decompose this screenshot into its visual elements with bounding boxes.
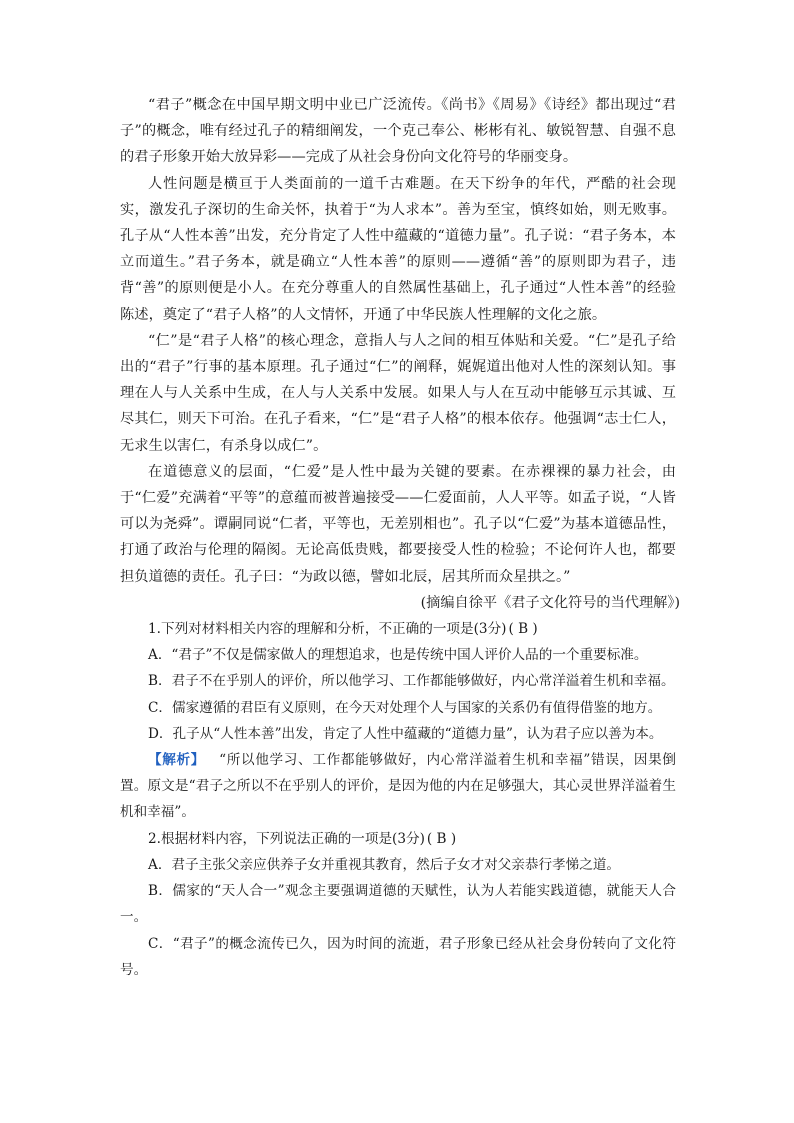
question-2-stem bbox=[120, 826, 676, 852]
analysis-tag: 【解析】 bbox=[148, 752, 206, 769]
question-2-option-b: B．儒家的“天人合一”观念主要强调道德的天赋性，认为人若能实践道德，就能天人合一。 bbox=[120, 883, 676, 926]
question-1-option-d: D．孔子从“人性本善”出发，肯定了人性中蕴藏的“道德力量”，认为君子应以善为本。 bbox=[148, 725, 663, 742]
question-1-stem-text: 1.下列对材料相关内容的理解和分析，不正确的一项是(3分) bbox=[148, 621, 507, 638]
question-1-analysis bbox=[120, 747, 676, 826]
passage-paragraph-4: 在道德意义的层面，“仁爱”是人性中最为关键的要素。在赤裸裸的暴力社会，由于“仁爱”充满着“平等”的意蕴而被普遍接受——仁爱面前，人人平等。如孟子说，“人皆可以为尧舜”。谭嗣同说“仁者，平等也，无差别相也”。孔子以“仁爱”为基本道德品性，打通了政治与伦理的隔阂。无论高低贵贱，都要接受人性的检验；不论何许人也，都要担负道德的责任。孔子曰：“为政以德，譬如北辰，居其所而众星拱之。” bbox=[120, 463, 676, 585]
analysis-text: “所以他学习、工作都能够做好，内心常洋溢着生机和幸福”错误，因果倒置。原文是“君子之所以不在乎别人的评价，是因为他的内在足够强大，其心灵世界洋溢着生机和幸福”。 bbox=[120, 752, 676, 821]
passage-paragraph-1: “君子”概念在中国早期文明中业已广泛流传。《尚书》《周易》《诗经》都出现过“君子”的概念，唯有经过孔子的精细阐发，一个克己奉公、彬彬有礼、敏锐智慧、自强不息的君子形象开始大放异彩——完成了从社会身份向文化符号的华丽变身。 bbox=[120, 97, 676, 166]
passage-attribution: (摘编自徐平《君子文化符号的当代理解》) bbox=[420, 594, 680, 611]
question-2-option-a: A．君子主张父亲应供养子女并重视其教育，然后子女才对父亲恭行孝悌之道。 bbox=[148, 856, 621, 873]
question-1-stem bbox=[120, 616, 676, 642]
question-1-option-a: A．“君子”不仅是儒家做人的理想追求，也是传统中国人评价人品的一个重要标准。 bbox=[148, 647, 648, 664]
passage-paragraph-3: “仁”是“君子人格”的核心理念，意指人与人之间的相互体贴和关爱。“仁”是孔子给出的“君子”行事的基本原理。孔子通过“仁”的阐释，娓娓道出他对人性的深刻认知。事理在人与人关系中生成，在人与人关系中发展。如果人与人在互动中能够互示其诚、互尽其仁，则天下可治。在孔子看来，“仁”是“君子人格”的根本依存。他强调“志士仁人，无求生以害仁，有杀身以成仁”。 bbox=[120, 332, 676, 454]
question-2-option-c: C．“君子”的概念流传已久，因为时间的流逝，君子形象已经从社会身份转向了文化符号。 bbox=[120, 935, 676, 978]
question-1-option-b: B．君子不在乎别人的评价，所以他学习、工作都能够做好，内心常洋溢着生机和幸福。 bbox=[148, 673, 675, 690]
question-2-answer: ( B ) bbox=[426, 830, 457, 847]
question-1-answer: ( B ) bbox=[508, 621, 538, 638]
passage-paragraph-2: 人性问题是横亘于人类面前的一道千古难题。在天下纷争的年代，严酷的社会现实，激发孔子深切的生命关怀，执着于“为人求本”。善为至宝，慎终如始，则无败事。孔子从“人性本善”出发，充分肯定了人性中蕴藏的“道德力量”。孔子说：“君子务本，本立而道生。”君子务本，就是确立“人性本善”的原则——遵循“善”的原则即为君子，违背“善”的原则便是小人。在充分尊重人的自然属性基础上，孔子通过“人性本善”的经验陈述，奠定了“君子人格”的人文情怀，开通了中华民族人性理解的文化之旅。 bbox=[120, 175, 676, 323]
question-1-option-c: C．儒家遵循的君臣有义原则，在今天对处理个人与国家的关系仍有值得借鉴的地方。 bbox=[148, 699, 662, 716]
question-2-stem-text: 2.根据材料内容，下列说法正确的一项是(3分) bbox=[148, 830, 425, 847]
document-page bbox=[120, 92, 680, 983]
